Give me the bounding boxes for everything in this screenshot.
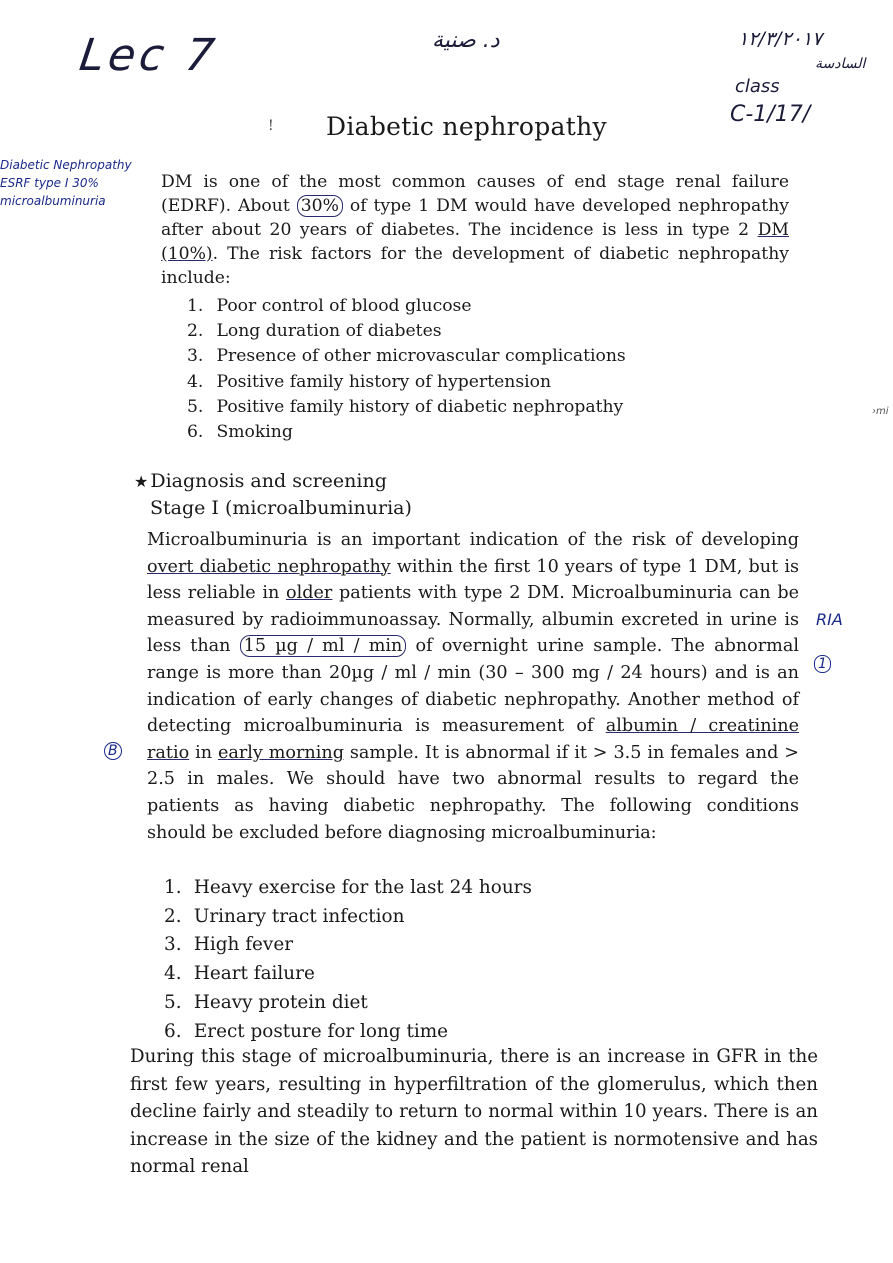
section-heading: ★ Diagnosis and screening (134, 470, 387, 492)
boxed-normal-range: 15 µg / ml / min (240, 635, 407, 657)
tick-mark: ! (268, 118, 274, 134)
stage-heading: Stage I (microalbuminuria) (150, 497, 412, 519)
margin-note-line: Diabetic Nephropathy (0, 158, 132, 172)
exclusions-list (164, 874, 532, 1046)
page-title: Diabetic nephropathy (326, 112, 607, 141)
list-item: 6. Erect posture for long time (164, 1020, 449, 1042)
list-item: 5. Positive family history of diabetic nephropathy (187, 396, 624, 417)
list-item: 3. High fever (164, 934, 293, 956)
stage-paragraph: Microalbuminuria is an important indication of the risk of developing overt diabetic nephropathy within the first 10 years of type 1 DM, but is less reliable in older patients with type 2 DM. Microalbuminuria can be measured by radioimmunoassay. Normally, albumin excreted in urine is less than 15 µg / ml / min of overnight urine sample. The abnormal range is more than 20µg / ml / min (30 – 300 mg / 24 hours) and is an indication of early changes of diabetic nephropathy. Another method of detecting microalbuminuria is measurement of albumin / creatinine ratio in early morning sample. It is abnormal if it > 3.5 in females and > 2.5 in males. We should have two abnormal results to regard the patients as having diabetic nephropathy. The following conditions should be excluded before diagnosing microalbuminuria: (147, 530, 799, 843)
list-item: 1. Heavy exercise for the last 24 hours (164, 877, 532, 898)
list-item: 4. Positive family history of hypertension (187, 371, 552, 392)
list-item: 2. Long duration of diabetes (187, 321, 442, 342)
edge-mark: ›mi (872, 406, 889, 417)
class-handwritten: السادسة (815, 56, 866, 72)
risk-factors-list (187, 294, 626, 445)
ria-annotation: RIA (816, 610, 843, 629)
circled-mark: B (104, 742, 122, 760)
doctor-name-handwritten: د. صنية (432, 28, 500, 53)
star-icon: ★ (134, 472, 149, 491)
highlight-30-percent: 30% (297, 195, 343, 217)
margin-note (0, 156, 150, 210)
list-item: 6. Smoking (187, 422, 293, 443)
list-item: 3. Presence of other microvascular complications (187, 346, 626, 367)
list-item: 2. Urinary tract infection (164, 905, 405, 927)
intro-paragraph: DM is one of the most common causes of end stage renal failure (EDRF). About 30% of type 1 DM would have developed nephropathy after about 20 years of diabetes. The incidence is less in type 2 DM (10%). The risk factors for the development of diabetic nephropathy include: (161, 172, 789, 288)
circled-mark: 1 (814, 655, 831, 673)
list-item: 5. Heavy protein diet (164, 991, 368, 1013)
list-item: 4. Heart failure (164, 963, 315, 985)
closing-paragraph: During this stage of microalbuminuria, there is an increase in GFR in the first few years, resulting in hyperfiltration of the glomerulus, which then decline fairly and steadily to return to normal within 10 years. There is an increase in the size of the kidney and the patient is normotensive and has normal renal (130, 1046, 818, 1177)
margin-note-line: microalbuminuria (0, 194, 106, 208)
course-code-handwritten: C-1/17/ (730, 102, 811, 127)
class-label-handwritten: class (735, 76, 780, 97)
margin-note-line: ESRF type I 30% (0, 176, 99, 190)
list-item: 1. Poor control of blood glucose (187, 296, 472, 316)
underlined-dm-10: DM (10%) (161, 220, 789, 264)
lecture-number-handwritten: Lec 7 (76, 30, 222, 81)
date-handwritten: ١٢/٣/٢٠١٧ (738, 28, 823, 50)
